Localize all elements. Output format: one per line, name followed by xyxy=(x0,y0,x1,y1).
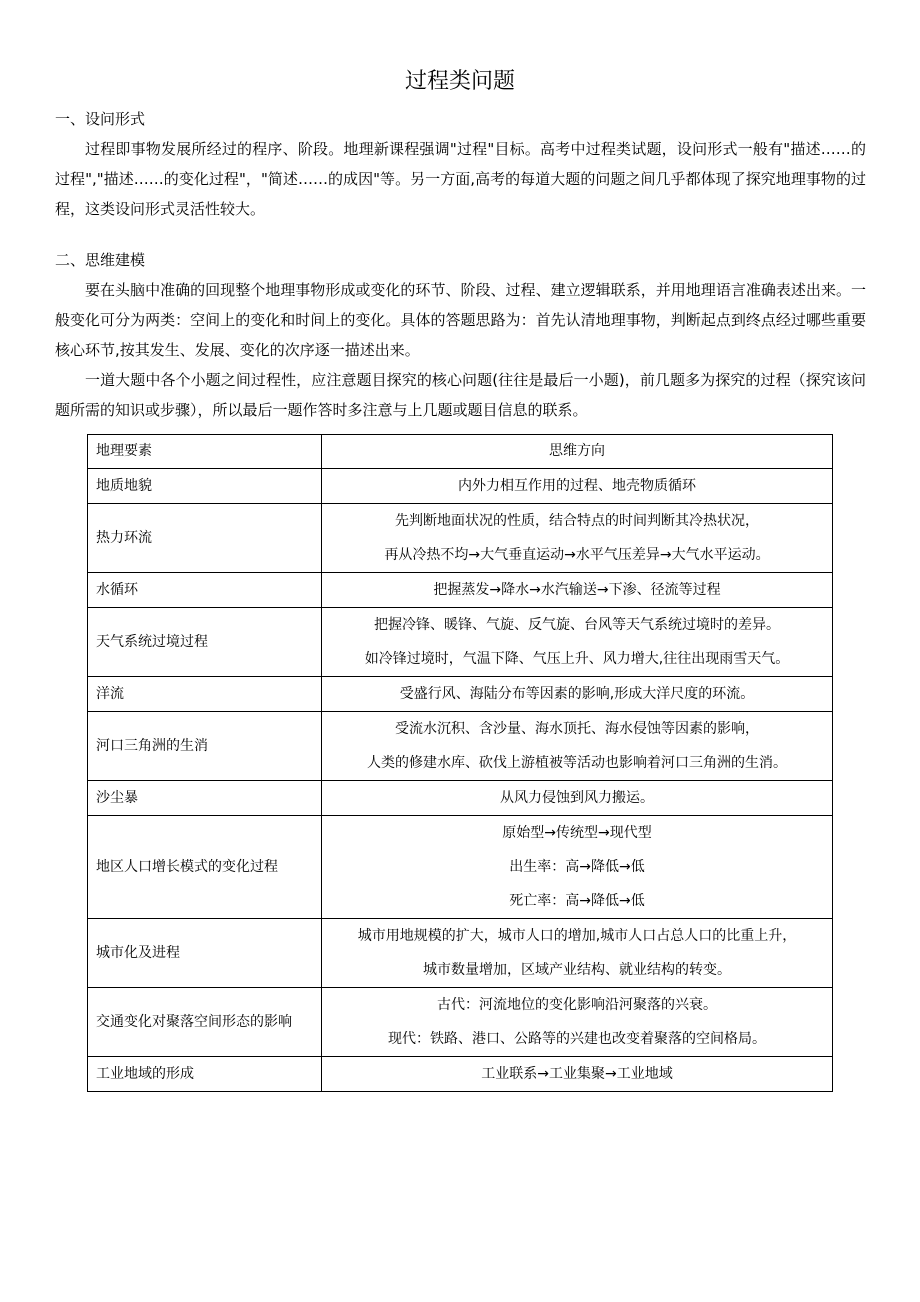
direction-cell xyxy=(322,608,833,677)
factor-cell: 沙尘暴 xyxy=(88,781,322,816)
direction-line: 现代：铁路、港口、公路等的兴建也改变着聚落的空间格局。 xyxy=(388,1031,766,1047)
direction-line: 把握冷锋、暖锋、气旋、反气旋、台风等天气系统过境时的差异。 xyxy=(374,617,780,633)
direction-cell xyxy=(322,504,833,573)
direction-cell xyxy=(322,712,833,781)
table-row xyxy=(88,816,833,919)
factor-cell: 洋流 xyxy=(88,677,322,712)
direction-cell xyxy=(322,677,833,712)
factor-cell: 交通变化对聚落空间形态的影响 xyxy=(88,988,322,1057)
factor-cell: 水循环 xyxy=(88,573,322,608)
direction-line: 原始型→传统型→现代型 xyxy=(502,825,652,841)
direction-line: 古代：河流地位的变化影响沿河聚落的兴衰。 xyxy=(437,997,717,1013)
table-row xyxy=(88,781,833,816)
table-row xyxy=(88,469,833,504)
direction-line: 再从冷热不均→大气垂直运动→水平气压差异→大气水平运动。 xyxy=(384,547,770,563)
direction-cell xyxy=(322,573,833,608)
direction-line: 如冷锋过境时，气温下降、气压上升、风力增大,往往出现雨雪天气。 xyxy=(364,651,790,667)
header-direction: 思维方向 xyxy=(322,435,833,469)
direction-line: 城市数量增加，区域产业结构、就业结构的转变。 xyxy=(423,962,731,978)
paragraph: 过程即事物发展所经过的程序、阶段。地理新课程强调"过程"目标。高考中过程类试题，设问形式一般有"描述……的过程","描述……的变化过程"，"简述……的成因"等。另一方面,高考的每道大题的问题之间几乎都体现了探究地理事物的过程，这类设问形式灵活性较大。 xyxy=(55,140,866,218)
direction-line: 死亡率：高→降低→低 xyxy=(509,893,645,909)
process-table xyxy=(87,434,833,1092)
table-row xyxy=(88,1057,833,1092)
direction-line: 把握蒸发→降水→水汽输送→下渗、径流等过程 xyxy=(433,582,721,598)
direction-line: 人类的修建水库、砍伐上游植被等活动也影响着河口三角洲的生消。 xyxy=(367,755,787,771)
table-row xyxy=(88,573,833,608)
factor-cell: 天气系统过境过程 xyxy=(88,608,322,677)
factor-cell: 河口三角洲的生消 xyxy=(88,712,322,781)
factor-cell: 热力环流 xyxy=(88,504,322,573)
section-question-form xyxy=(55,104,866,224)
direction-line: 工业联系→工业集聚→工业地域 xyxy=(481,1066,673,1082)
direction-cell xyxy=(322,1057,833,1092)
page-title: 过程类问题 xyxy=(404,69,515,94)
factor-cell: 城市化及进程 xyxy=(88,919,322,988)
section-heading: 一、设问形式 xyxy=(55,110,146,128)
direction-line: 先判断地面状况的性质，结合特点的时间判断其冷热状况， xyxy=(395,513,759,529)
table-row xyxy=(88,677,833,712)
factor-cell: 地质地貌 xyxy=(88,469,322,504)
table-row xyxy=(88,988,833,1057)
table-row xyxy=(88,712,833,781)
direction-line: 出生率：高→降低→低 xyxy=(509,859,645,875)
table-header-row xyxy=(88,435,833,469)
direction-cell xyxy=(322,781,833,816)
direction-cell xyxy=(322,816,833,919)
paragraph: 一道大题中各个小题之间过程性，应注意题目探究的核心问题(往往是最后一小题)，前几题多为探究的过程（探究该问题所需的知识或步骤），所以最后一题作答时多注意与上几题或题目信息的联系。 xyxy=(55,371,866,419)
table-row xyxy=(88,919,833,988)
section-thinking-model xyxy=(55,245,866,425)
direction-line: 从风力侵蚀到风力搬运。 xyxy=(500,790,654,806)
header-factor: 地理要素 xyxy=(88,435,322,469)
table-row xyxy=(88,504,833,573)
paragraph: 要在头脑中准确的回现整个地理事物形成或变化的环节、阶段、过程、建立逻辑联系，并用地理语言准确表述出来。一般变化可分为两类：空间上的变化和时间上的变化。具体的答题思路为：首先认清地理事物，判断起点到终点经过哪些重要核心环节,按其发生、发展、变化的次序逐一描述出来。 xyxy=(55,281,866,359)
section-heading: 二、思维建模 xyxy=(55,251,146,269)
table-row xyxy=(88,608,833,677)
factor-cell: 地区人口增长模式的变化过程 xyxy=(88,816,322,919)
direction-cell xyxy=(322,988,833,1057)
direction-line: 受流水沉积、含沙量、海水顶托、海水侵蚀等因素的影响， xyxy=(395,721,759,737)
direction-line: 内外力相互作用的过程、地壳物质循环 xyxy=(458,478,696,494)
direction-cell xyxy=(322,919,833,988)
direction-line: 受盛行风、海陆分布等因素的影响,形成大洋尺度的环流。 xyxy=(399,686,755,702)
factor-cell: 工业地域的形成 xyxy=(88,1057,322,1092)
direction-line: 城市用地规模的扩大，城市人口的增加,城市人口占总人口的比重上升， xyxy=(357,928,797,944)
direction-cell xyxy=(322,469,833,504)
